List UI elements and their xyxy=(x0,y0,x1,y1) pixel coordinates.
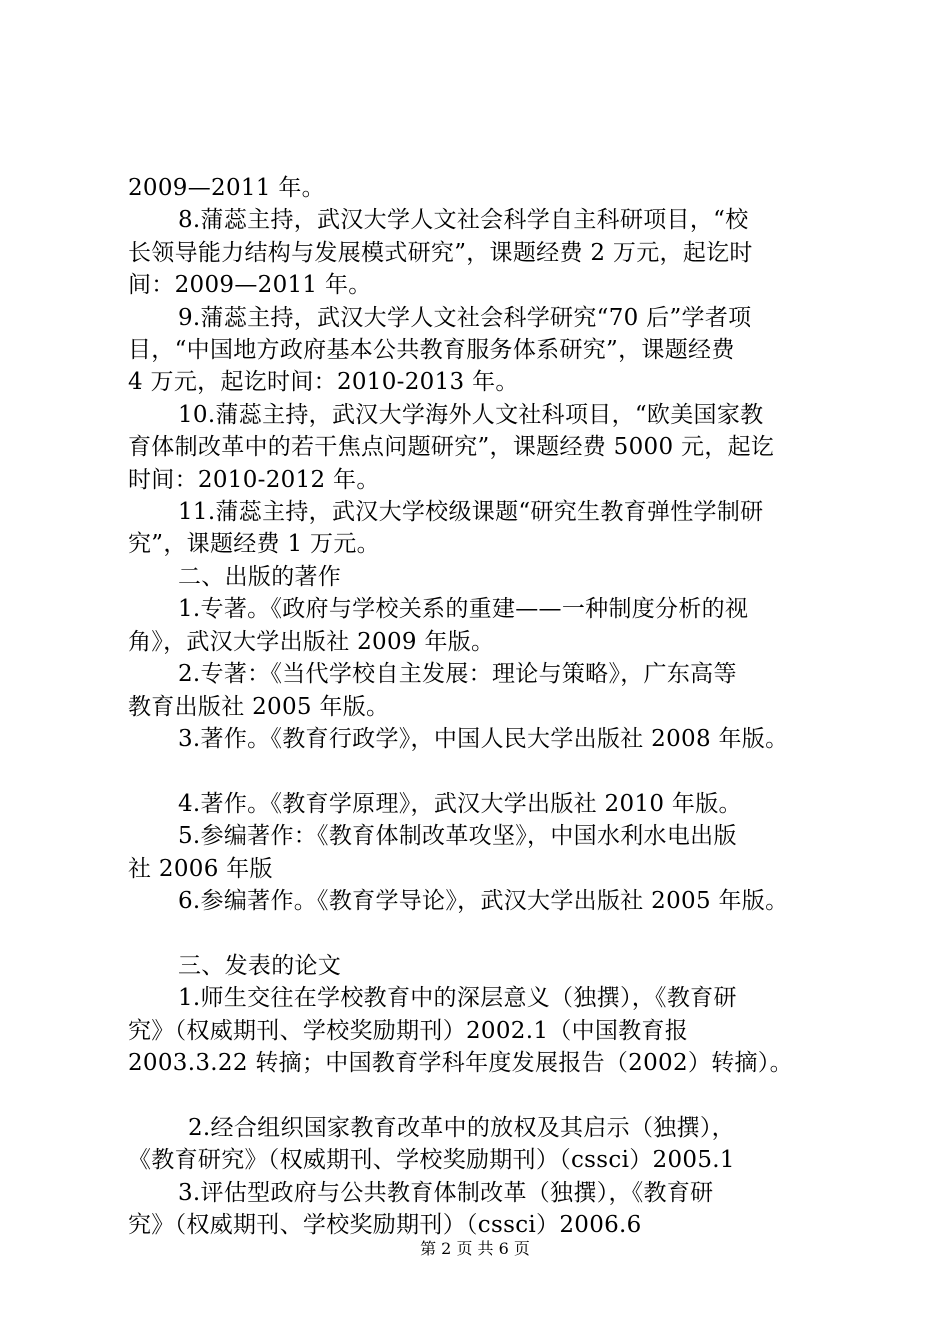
text-line: 4 万元，起讫时间：2010-2013 年。 xyxy=(128,369,519,396)
text-line: 8.蒲蕊主持，武汉大学人文社会科学自主科研项目，“校 xyxy=(178,207,749,234)
text-line: 6.参编著作。《教育学导论》，武汉大学出版社 2005 年版。 xyxy=(178,887,789,914)
text-line: 2009—2011 年。 xyxy=(128,175,325,201)
text-line: 究》（权威期刊、学校奖励期刊）（cssci）2006.6 xyxy=(128,1211,642,1238)
text-line: 4.著作。《教育学原理》，武汉大学出版社 2010 年版。 xyxy=(178,790,742,817)
text-line: 10.蒲蕊主持，武汉大学海外人文社科项目，“欧美国家教 xyxy=(178,401,764,428)
text-line: 3.著作。《教育行政学》，中国人民大学出版社 2008 年版。 xyxy=(178,725,789,752)
text-line: 教育出版社 2005 年版。 xyxy=(128,693,390,720)
blank-line xyxy=(128,755,828,787)
blank-line xyxy=(128,917,828,949)
text-line: 1.专著。《政府与学校关系的重建——一种制度分析的视 xyxy=(178,596,749,623)
text-line: 3.评估型政府与公共教育体制改革（独撰），《教育研 xyxy=(178,1179,714,1206)
text-line: 2.经合组织国家教育改革中的放权及其启示（独撰）， xyxy=(188,1114,735,1141)
text-line: 长领导能力结构与发展模式研究”，课题经费 2 万元，起讫时 xyxy=(128,239,753,266)
text-line: 角》，武汉大学出版社 2009 年版。 xyxy=(128,628,495,655)
document-body xyxy=(128,172,828,1241)
section-heading: 二、出版的著作 xyxy=(178,563,342,590)
text-line: 2.专著：《当代学校自主发展：理论与策略》，广东高等 xyxy=(178,661,737,688)
blank-line xyxy=(128,1079,828,1111)
text-line: 目，“中国地方政府基本公共教育服务体系研究”，课题经费 xyxy=(128,337,735,364)
text-line: 时间：2010-2012 年。 xyxy=(128,466,380,493)
text-line: 5.参编著作：《教育体制改革攻坚》，中国水利水电出版 xyxy=(178,823,737,850)
text-line: 育体制改革中的若干焦点问题研究”，课题经费 5000 元，起讫 xyxy=(128,434,775,461)
text-line: 间：2009—2011 年。 xyxy=(128,272,372,299)
text-line: 究》（权威期刊、学校奖励期刊）2002.1（中国教育报 xyxy=(128,1017,689,1044)
text-line: 2003.3.22 转摘；中国教育学科年度发展报告（2002）转摘）。 xyxy=(128,1049,793,1076)
text-line: 究”，课题经费 1 万元。 xyxy=(128,531,380,558)
text-line: 《教育研究》（权威期刊、学校奖励期刊）（cssci）2005.1 xyxy=(128,1147,735,1174)
text-line: 社 2006 年版 xyxy=(128,855,273,882)
section-heading: 三、发表的论文 xyxy=(178,952,342,979)
text-line: 9.蒲蕊主持，武汉大学人文社会科学研究“70 后”学者项 xyxy=(178,304,752,331)
text-line: 11.蒲蕊主持，武汉大学校级课题“研究生教育弹性学制研 xyxy=(178,499,764,526)
page-footer: 第 2 页 共 6 页 xyxy=(420,1239,530,1258)
text-line: 1.师生交往在学校教育中的深层意义（独撰），《教育研 xyxy=(178,985,737,1012)
